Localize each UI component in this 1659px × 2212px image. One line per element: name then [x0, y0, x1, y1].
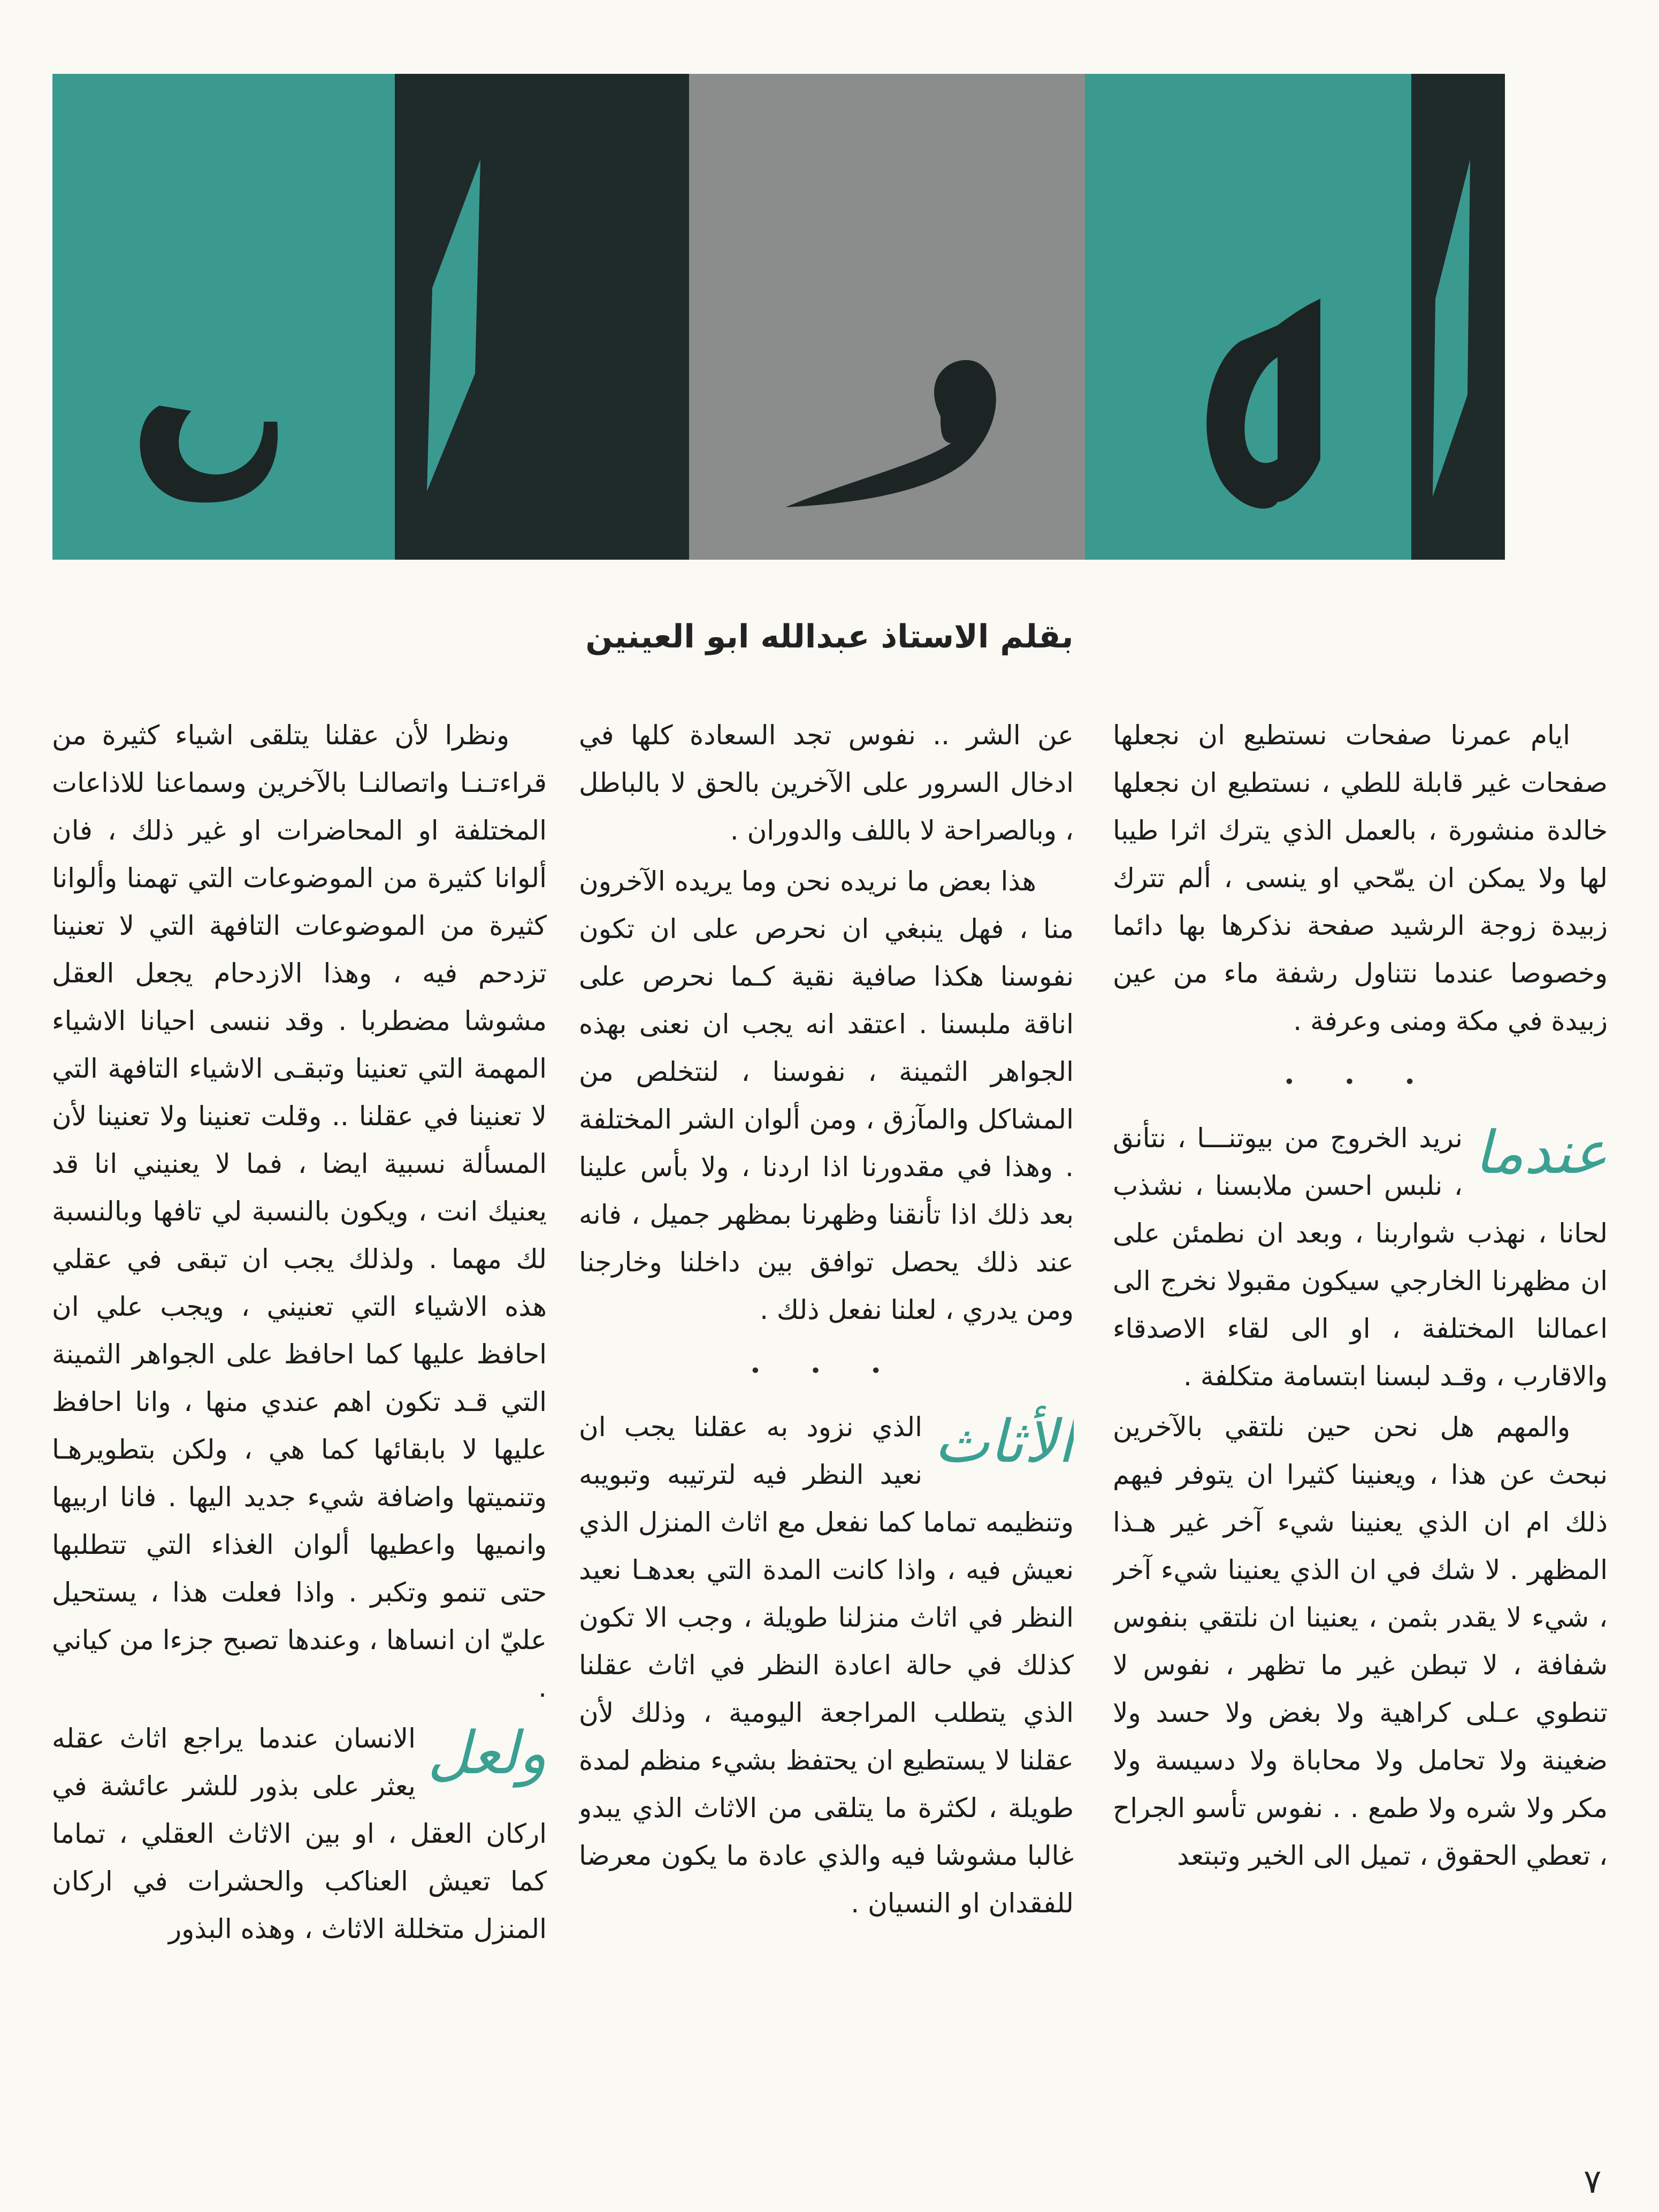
paragraph: نريد الخروج من بيوتنـــا ، نتأنق ، نلبس احسن ملابسنا ، نشذب لحانا ، نهذب شواربنا ، وبعد ان نطمئن على ان مظهرنا الخارجي سيكون مقبولا نخرج الى اعمالنا المختلفة ، او الى لقاء الاصدقاء والاقارب ، وقـد لبسنا ابتسامة متكلفة . — [1113, 1123, 1608, 1392]
section-block — [579, 1404, 1074, 1927]
article-column-2 — [579, 712, 1074, 2108]
section-heading: ولعل — [427, 1719, 547, 1787]
banner-block-waw — [689, 74, 1085, 560]
section-separator: • • • — [750, 1360, 903, 1382]
section-separator: • • • — [1283, 1071, 1437, 1093]
section-heading: الأثاث — [934, 1407, 1074, 1476]
paragraph: الانسان عندما يراجع اثاث عقله يعثر على بذور للشر عائشة في اركان العقل ، او بين الاثاث العقلي ، تماما كما تعيش العناكب والحشرات في اركان المنزل متخللة الاثاث ، وهذه البذور — [52, 1723, 547, 1944]
lam-letter-graphic — [1160, 74, 1278, 560]
title-banner — [52, 74, 1612, 560]
banner-block-noon — [52, 74, 395, 560]
section-block — [1113, 1115, 1608, 1400]
banner-block-lam-bg — [1160, 74, 1278, 560]
lam-stem-graphic — [1278, 74, 1505, 560]
article-column-3 — [52, 712, 547, 2108]
waw-letter-graphic — [689, 74, 1085, 560]
banner-block-alif-1 — [395, 74, 507, 560]
banner-block-teal — [1085, 74, 1160, 560]
alif-stroke-graphic — [395, 74, 507, 560]
banner-block-dark — [507, 74, 689, 560]
paragraph: عن الشر .. نفوس تجد السعادة كلها في ادخال السرور على الآخرين بالحق لا بالباطل ، وبالصراحة لا باللف والدوران . — [579, 720, 1074, 846]
noon-letter-graphic — [52, 74, 395, 560]
byline: بقلم الاستاذ عبدالله ابو العينين — [585, 618, 1074, 655]
banner-block-lam — [1278, 74, 1505, 560]
page-number: ٧ — [1584, 2162, 1602, 2201]
paragraph: ايام عمرنا صفحات نستطيع ان نجعلها صفحات غير قابلة للطي ، نستطيع ان نجعلها خالدة منشورة ، بالعمل الذي يترك اثرا طيبا لها ولا يمكن ان يمّحي او ينسى ، ألم تترك زبيدة زوجة الرشيد صفحة نذكرها بها دائما وخصوصا عندما نتناول رشفة ماء من عين زبيدة في مكة ومنى وعرفة . — [1113, 720, 1608, 1036]
paragraph: هذا بعض ما نريده نحن وما يريده الآخرون منا ، فهل ينبغي ان نحرص على ان تكون نفوسنا هكذا صافية نقية كـما نحرص على اناقة ملبسنا . اعتقد انه يجب ان نعنى بهذه الجواهر الثمينة ، نفوسنا ، لنتخلص من المشاكل والمآزق ، ومن ألوان الشر المختلفة . وهذا في مقدورنا اذا اردنا ، ولا بأس علينا بعد ذلك اذا تأنقنا وظهرنا بمظهر جميل ، فانه عند ذلك يحصل توافق بين داخلنا وخارجنا ومن يدري ، لعلنا نفعل ذلك . — [579, 866, 1074, 1325]
section-block — [52, 1715, 547, 1953]
article-column-1 — [1113, 712, 1608, 2108]
paragraph: والمهم هل نحن حين نلتقي بالآخرين نبحث عن هذا ، ويعنينا كثيرا ان يتوفر فيهم ذلك ام ان الذي يعنينا شيء آخر غير هـذا المظهر . لا شك في ان الذي يعنينا شيء آخر ، شيء لا يقدر بثمن ، يعنينا ان نلتقي بنفوس شفافة ، لا تبطن غير ما تظهر ، نفوس لا تنطوي عـلى كراهية ولا بغض ولا حسد ولا ضغينة ولا تحامل ولا محاباة ولا دسيسة ولا مكر ولا شره ولا طمع . . نفوس تأسو الجراح ، تعطي الحقوق ، تميل الى الخير وتبتعد — [1113, 1412, 1608, 1871]
paragraph: ونظرا لأن عقلنا يتلقى اشياء كثيرة من قراءتـنـا واتصالنـا بالآخرين وسماعنا للاذاعات المختلفة او المحاضرات او غير ذلك ، فان ألوانا كثيرة من الموضوعات التي تهمنا وألوانا كثيرة من الموضوعات التافهة التي لا تعنينا تزدحم فيه ، وهذا الازدحام يجعل العقل مشوشا مضطربا . وقد ننسى احيانا الاشياء المهمة التي تعنينا وتبقـى الاشياء التافهة التي لا تعنينا في عقلنا .. وقلت تعنينا ولا تعنينا لأن المسألة نسبية ايضا ، فما لا يعنيني انا قد يعنيك انت ، ويكون بالنسبة لي تافها وبالنسبة لك مهما . ولذلك يجب ان تبقى في عقلي هذه الاشياء التي تعنيني ، ويجب علي ان احافظ عليها كما احافظ على الجواهر الثمينة التي قـد تكون اهم عندي منها ، وانا احافظ عليها لا بابقائها كما هي ، ولكن بتطويرهـا وتنميتها واضافة شيء جديد اليها . فانا اربيها وانميها واعطيها ألوان الغذاء التي تتطلبها حتى تنمو وتكبر . واذا فعلت هذا ، يستحيل عليّ ان انساها ، وعندها تصبح جزءا من كياني . — [52, 720, 547, 1703]
section-heading: عندما — [1474, 1118, 1608, 1187]
paragraph: الذي نزود به عقلنا يجب ان نعيد النظر فيه لترتيبه وتبويبه وتنظيمه تماما كما نفعل مع اثاث المنزل الذي نعيش فيه ، واذا كانت المدة التي بعدهـا نعيد النظر في اثاث منزلنا طويلة ، وجب الا تكون كذلك في حالة اعادة النظر في اثاث عقلنا الذي يتطلب المراجعة اليومية ، وذلك لأن عقلنا لا يستطيع ان يحتفظ بشيء منظم لمدة طويلة ، لكثرة ما يتلقى من الاثاث الذي يبدو غالبا مشوشا فيه والذي عادة ما يكون معرضا للفقدان او النسيان . — [579, 1412, 1074, 1919]
